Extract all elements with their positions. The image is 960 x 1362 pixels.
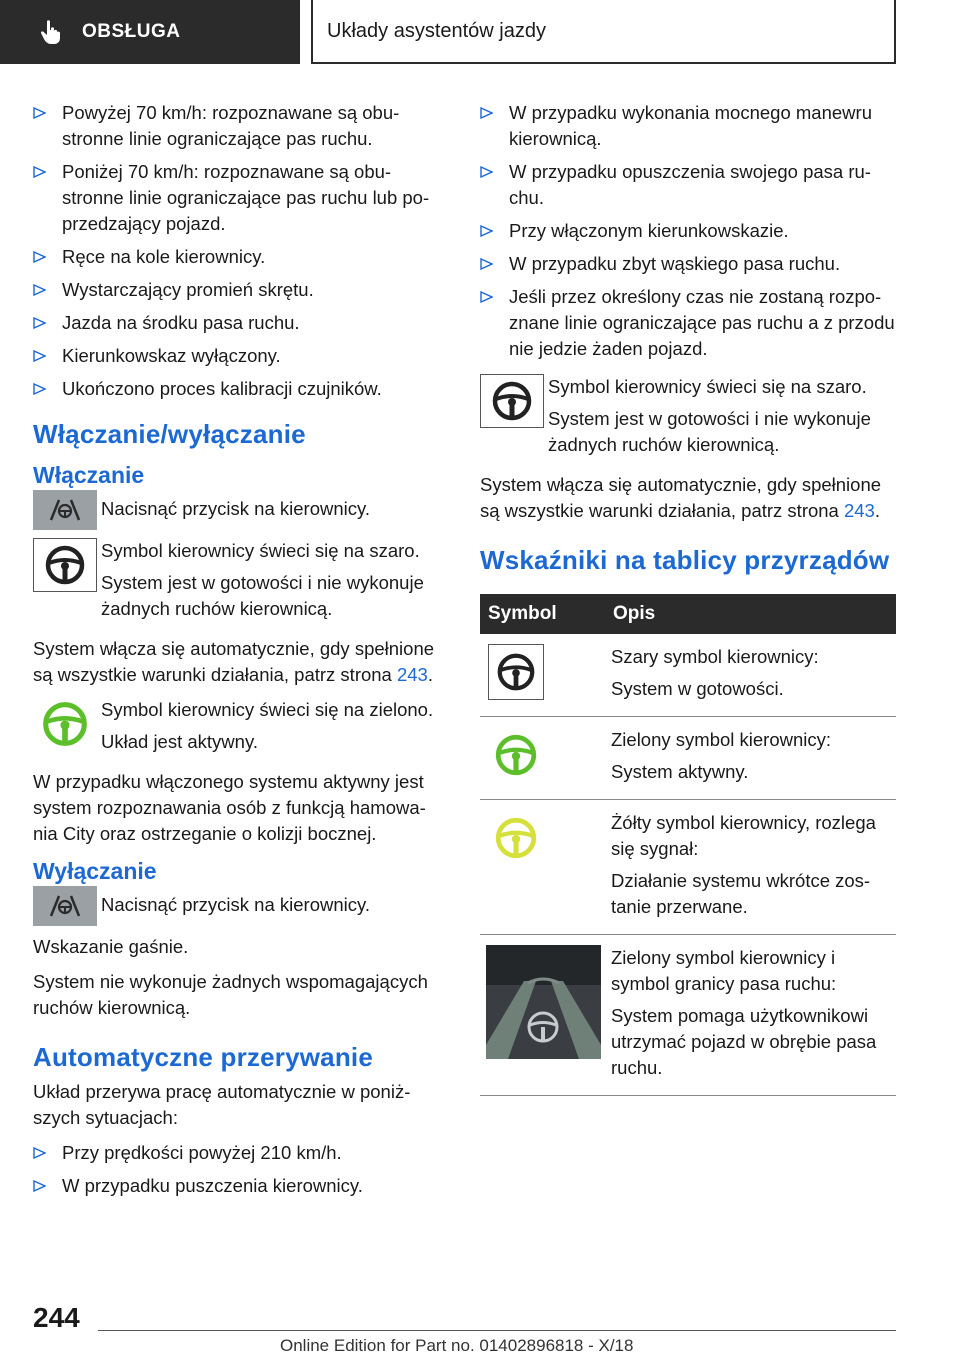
interrupt-list-continued [480,100,896,362]
green-symbol-detail: Układ jest aktywny. [101,731,258,752]
triangle-bullet-icon [33,383,46,395]
interrupt-list [33,1140,445,1199]
grey-steering-wheel-icon [33,538,97,592]
triangle-bullet-icon [480,107,493,119]
grey-symbol-text: Symbol kierownicy świeci się na szaro. [101,540,420,561]
right-column [480,100,896,1096]
triangle-bullet-icon [33,166,46,178]
grey-symbol-detail: System jest w gotowości i nie wykonuje żadnych ruchów kierownicą. [548,408,871,455]
lane-steering-display-icon [486,945,601,1059]
off-text-1: Wskazanie gaśnie. [33,936,189,957]
page-link[interactable]: 243 [843,500,875,521]
list-item: Przy prędkości powyżej 210 km/h. [33,1140,445,1166]
indicator-table [480,594,896,1096]
footer-edition: Online Edition for Part no. 01402896818 - X/18 [280,1336,634,1355]
footer-divider [98,1330,896,1331]
section-title: OBSŁUGA [82,21,181,42]
active-paragraph: W przypadku włączonego systemu aktywny jest system rozpoznawania osób z funkcją hamowa-nia City oraz ostrzeganie o kolizji bocznej. [33,771,426,844]
list-item: Kierunkowskaz wyłączony. [33,343,445,369]
list-item: W przypadku opuszczenia swojego pasa ru-chu. [480,159,896,211]
triangle-bullet-icon [480,225,493,237]
off-instruction: Nacisnąć przycisk na kierownicy. [101,894,371,915]
heading-indicators: Wskaźniki na tablicy przyrządów [480,545,890,575]
grey-symbol-row [480,374,896,464]
table-row: Zielony symbol kierownicy: System aktywny. [480,717,896,800]
triangle-bullet-icon [480,258,493,270]
triangle-bullet-icon [480,166,493,178]
list-item: Powyżej 70 km/h: rozpoznawane są obu-stronne linie ograniczające pas ruchu. [33,100,445,152]
triangle-bullet-icon [33,350,46,362]
grey-symbol-text: Symbol kierownicy świeci się na szaro. [548,376,867,397]
grey-symbol-detail: System jest w gotowości i nie wykonuje żadnych ruchów kierownicą. [101,572,424,619]
col-symbol: Symbol [480,594,611,634]
hand-pointer-icon [40,19,62,45]
left-column [33,100,445,1206]
lane-assist-button-icon [33,490,97,530]
chapter-title: Układy asystentów jazdy [311,0,896,64]
triangle-bullet-icon [33,317,46,329]
triangle-bullet-icon [33,1147,46,1159]
list-item: Poniżej 70 km/h: rozpoznawane są obu-stronne linie ograniczające pas ruchu lub po-przedzający pojazd. [33,159,445,237]
yellow-steering-wheel-icon [488,810,544,866]
page-number: 244 [33,1302,80,1333]
auto-on-paragraph: System włącza się automatycznie, gdy spełnione są wszystkie warunki działania, patrz strona 243. [480,474,882,521]
section-tab [0,0,300,64]
green-steering-wheel-icon [33,697,97,751]
auto-intro: Układ przerywa pracę automatycznie w poniż-szych sytuacjach: [33,1081,411,1128]
list-item: Ukończono proces kalibracji czujników. [33,376,445,402]
lane-assist-button-icon [33,886,97,926]
heading-on-off: Włączanie/wyłączanie [33,419,306,449]
press-button-row [33,496,445,530]
green-symbol-text: Symbol kierownicy świeci się na zielono. [101,699,434,720]
conditions-list [33,100,445,402]
press-button-off-row [33,892,445,926]
page-link[interactable]: 243 [396,664,428,685]
table-header-row [480,594,896,634]
on-instruction: Nacisnąć przycisk na kierownicy. [101,498,371,519]
list-item: W przypadku puszczenia kierownicy. [33,1173,445,1199]
heading-auto-interrupt: Automatyczne przerywanie [33,1042,374,1072]
triangle-bullet-icon [33,107,46,119]
off-text-2: System nie wykonuje żadnych wspomagających ruchów kierownicą. [33,971,428,1018]
heading-off: Wyłączanie [33,858,157,884]
grey-steering-wheel-icon [488,644,544,700]
table-row: Zielony symbol kierownicy i symbol granicy pasa ruchu: System pomaga użytkownikowi utrzymać pojazd w obrębie pasa ruchu. [480,935,896,1096]
grey-steering-wheel-icon [480,374,544,428]
col-desc: Opis [611,594,896,634]
heading-on: Włączanie [33,462,145,488]
list-item: Przy włączonym kierunkowskazie. [480,218,896,244]
green-steering-wheel-icon [488,727,544,783]
triangle-bullet-icon [480,291,493,303]
triangle-bullet-icon [33,251,46,263]
auto-on-paragraph: System włącza się automatycznie, gdy spełnione są wszystkie warunki działania, patrz strona 243. [33,638,435,685]
green-symbol-row [33,697,445,761]
triangle-bullet-icon [33,1180,46,1192]
list-item: Ręce na kole kierownicy. [33,244,445,270]
table-row: Żółty symbol kierownicy, rozlega się sygnał: Działanie systemu wkrótce zos-tanie przerwane. [480,800,896,935]
triangle-bullet-icon [33,284,46,296]
list-item: Wystarczający promień skrętu. [33,277,445,303]
grey-symbol-row [33,538,445,628]
table-row: Szary symbol kierownicy: System w gotowości. [480,634,896,717]
list-item: W przypadku zbyt wąskiego pasa ruchu. [480,251,896,277]
list-item: Jazda na środku pasa ruchu. [33,310,445,336]
list-item: W przypadku wykonania mocnego manewru kierownicą. [480,100,896,152]
list-item: Jeśli przez określony czas nie zostaną rozpo-znane linie ograniczające pas ruchu a z przodu nie jedzie żaden pojazd. [480,284,896,362]
